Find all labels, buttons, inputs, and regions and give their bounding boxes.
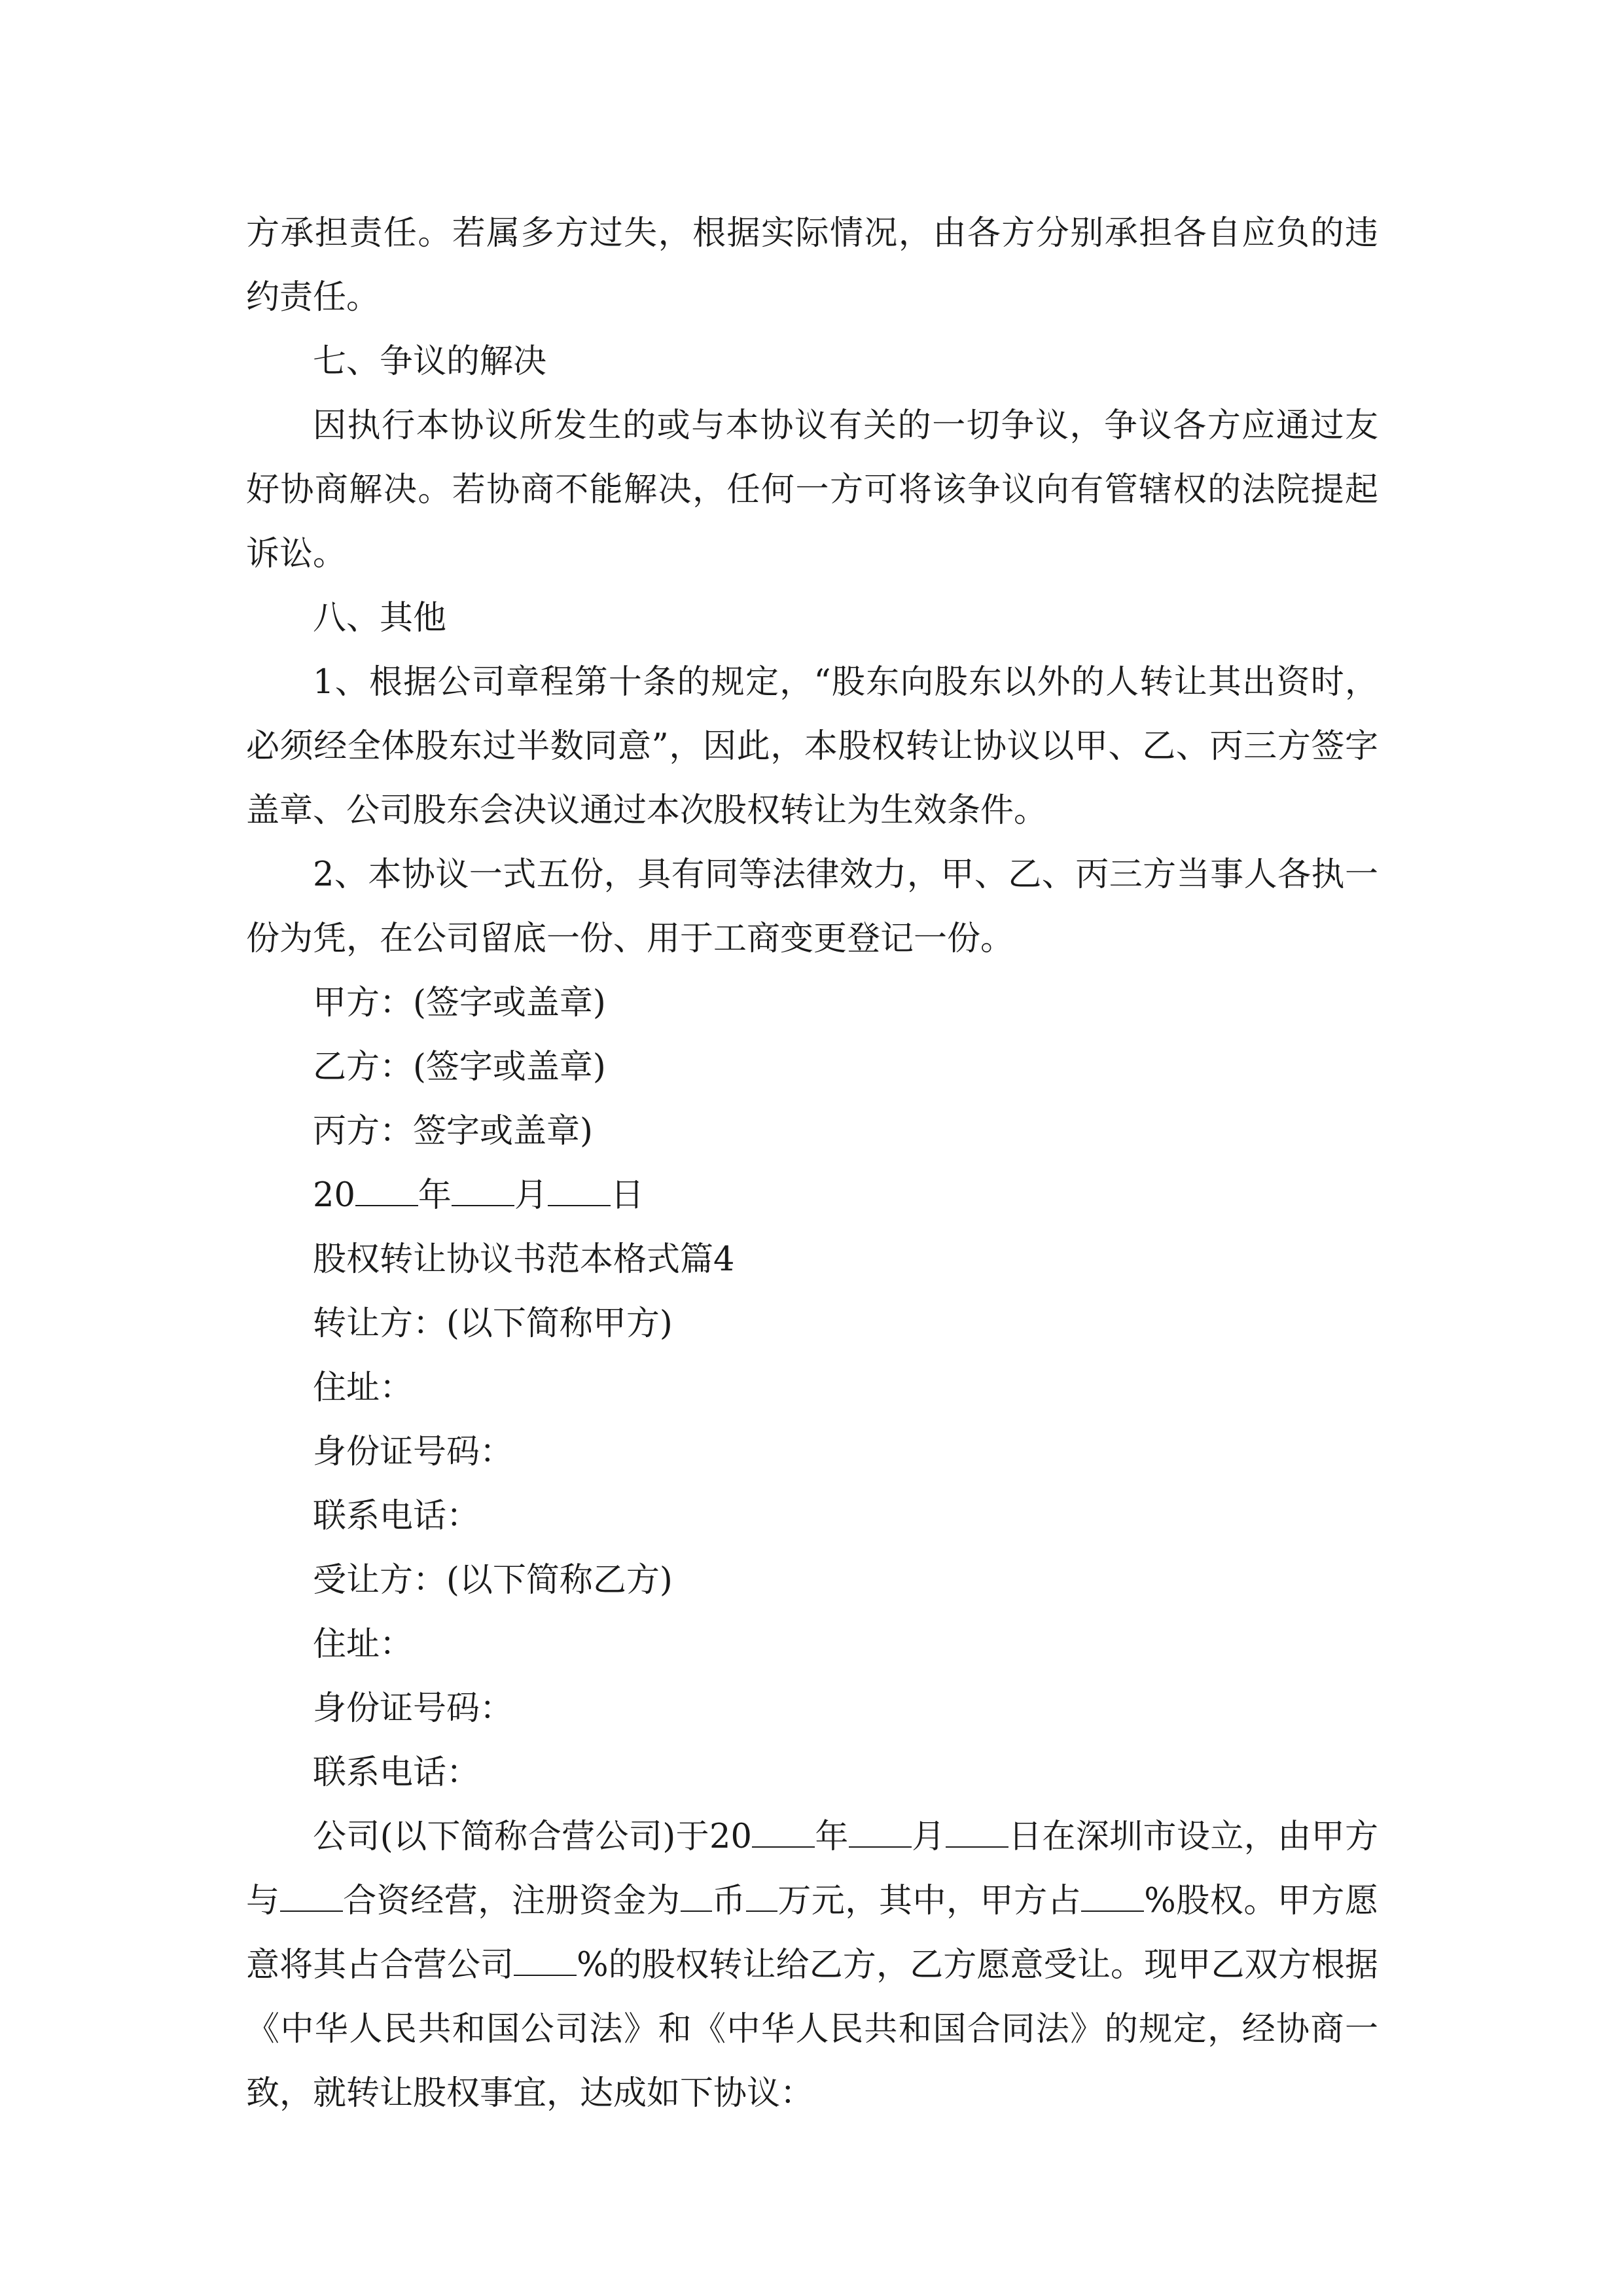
signature-date: 20 年 月 日 bbox=[246, 1164, 1378, 1228]
jv-transfer-percent-blank bbox=[514, 1941, 577, 1976]
jv-currency-blank bbox=[681, 1876, 712, 1912]
jv-month-blank bbox=[849, 1812, 912, 1848]
transferee-id-number: 身份证号码： bbox=[313, 1689, 514, 1728]
transferor-label: 转让方：(以下简称甲方) bbox=[313, 1304, 673, 1343]
document-body bbox=[246, 202, 1378, 2126]
signature-party-b: 乙方：(签字或盖章) bbox=[313, 1048, 606, 1086]
jv-equity-percent-blank bbox=[1081, 1876, 1144, 1912]
paragraph-joint-venture: 公司(以下简称合营公司)于20 年 月 日在深圳市设立，由甲方与 合资经营，注册资金为 币 万元，其中，甲方占 %股权。甲方愿意将其占合营公司 %的股权转让给乙方，乙方愿意受让。现甲乙双方根据《中华人民共和国公司法》和《中华人民共和国合同法》的规定，经协商一致，就转让股权事宜，达成如下协议： bbox=[246, 1805, 1378, 2126]
transferor-phone: 联系电话： bbox=[313, 1497, 480, 1535]
transferee-address: 住址： bbox=[313, 1625, 414, 1664]
section-heading-dispute: 七、争议的解决 bbox=[313, 342, 547, 381]
date-year-blank bbox=[355, 1171, 418, 1206]
signature-party-c: 丙方：签字或盖章) bbox=[313, 1112, 593, 1151]
jv-year-blank bbox=[752, 1812, 815, 1848]
transferor-address: 住址： bbox=[313, 1369, 414, 1407]
section-heading-other: 八、其他 bbox=[313, 599, 447, 637]
paragraph-other-1: 1、根据公司章程第十条的规定，“股东向股东以外的人转让其出资时，必须经全体股东过半数同意”，因此，本股权转让协议以甲、乙、丙三方签字盖章、公司股东会决议通过本次股权转让为生效条件。 bbox=[246, 663, 1378, 830]
transferor-id-number: 身份证号码： bbox=[313, 1433, 514, 1471]
paragraph-other-2: 2、本协议一式五份，具有同等法律效力，甲、乙、丙三方当事人各执一份为凭，在公司留底一份、用于工商变更登记一份。 bbox=[246, 855, 1378, 958]
signature-party-a: 甲方：(签字或盖章) bbox=[313, 984, 606, 1022]
paragraph-dispute: 因执行本协议所发生的或与本协议有关的一切争议，争议各方应通过友好协商解决。若协商不能解决，任何一方可将该争议向有管辖权的法院提起诉讼。 bbox=[246, 406, 1378, 573]
date-day-blank bbox=[548, 1171, 611, 1206]
template-title: 股权转让协议书范本格式篇4 bbox=[313, 1240, 735, 1279]
jv-partner-blank bbox=[280, 1876, 343, 1912]
jv-day-blank bbox=[946, 1812, 1008, 1848]
transferee-label: 受让方：(以下简称乙方) bbox=[313, 1561, 673, 1600]
paragraph-liability-continued: 方承担责任。若属多方过失，根据实际情况，由各方分别承担各自应负的违约责任。 bbox=[246, 214, 1378, 317]
jv-capital-blank bbox=[746, 1876, 777, 1912]
date-month-blank bbox=[452, 1171, 514, 1206]
transferee-phone: 联系电话： bbox=[313, 1753, 480, 1792]
